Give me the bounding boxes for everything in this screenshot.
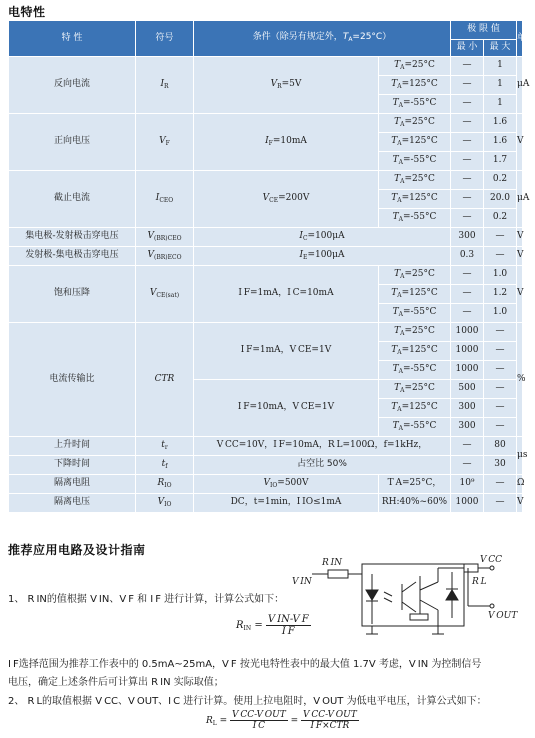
bv-ceo-max: — bbox=[484, 228, 517, 247]
ctr-min: 1000 bbox=[451, 323, 484, 342]
bv-eco-max: — bbox=[484, 247, 517, 266]
ctr-symbol: CTR bbox=[136, 323, 194, 437]
header-limits: 极 限 值 bbox=[451, 21, 517, 40]
saturation-min: — bbox=[451, 266, 484, 285]
ctr-min: 300 bbox=[451, 418, 484, 437]
ctr-max: — bbox=[484, 399, 517, 418]
forward-voltage-condition: $I_F=10mA$ bbox=[194, 114, 379, 171]
ctr-min: 300 bbox=[451, 399, 484, 418]
bv-eco-name: 发射极-集电极击穿电压 bbox=[9, 247, 136, 266]
electrical-characteristics-table bbox=[8, 20, 535, 513]
forward-voltage-min: — bbox=[451, 152, 484, 171]
ctr-max: — bbox=[484, 380, 517, 399]
fall-time-symbol: $t_f$ bbox=[136, 456, 194, 475]
label-rin: R IN bbox=[322, 558, 343, 568]
isolation-resistance-name: 隔离电阻 bbox=[9, 475, 136, 494]
saturation-temp: $T_A=125^\circ C$ bbox=[379, 285, 451, 304]
saturation-max: 1.0 bbox=[484, 304, 517, 323]
header-min: 最 小 bbox=[451, 40, 484, 57]
ctr-min: 1000 bbox=[451, 361, 484, 380]
ctr-condition-1: I F=1mA，V CE=1V bbox=[194, 323, 379, 380]
cutoff-current-temp: $T_A=125^\circ C$ bbox=[379, 190, 451, 209]
label-vcc: V CC bbox=[480, 555, 503, 565]
guide-paragraph-1: 1、 R IN的值根据 V IN、V F 和 I F 进行计算，计算公式如下： bbox=[8, 594, 285, 605]
forward-voltage-max: 1.6 bbox=[484, 133, 517, 152]
bv-ceo-unit: V bbox=[517, 228, 523, 247]
saturation-min: — bbox=[451, 285, 484, 304]
rise-time-min: — bbox=[451, 437, 484, 456]
fall-time-max: 30 bbox=[484, 456, 517, 475]
reverse-current-min: — bbox=[451, 57, 484, 76]
rise-time-condition: V CC=10V，I F=10mA，R L=100Ω，f=1kHz， bbox=[194, 437, 451, 456]
reverse-current-unit: μA bbox=[517, 57, 523, 114]
isolation-resistance-max: — bbox=[484, 475, 517, 494]
bv-eco-unit: V bbox=[517, 247, 523, 266]
ctr-unit: % bbox=[517, 323, 523, 437]
cutoff-current-temp: $T_A=-55^\circ C$ bbox=[379, 209, 451, 228]
forward-voltage-name: 正向电压 bbox=[9, 114, 136, 171]
forward-voltage-min: — bbox=[451, 133, 484, 152]
header-max: 最 大 bbox=[484, 40, 517, 57]
forward-voltage-min: — bbox=[451, 114, 484, 133]
isolation-voltage-condition: DC，t=1min，I IO≤1mA bbox=[194, 494, 379, 513]
cutoff-current-max: 0.2 bbox=[484, 209, 517, 228]
cutoff-current-max: 0.2 bbox=[484, 171, 517, 190]
isolation-resistance-env: T A=25°C， bbox=[379, 475, 451, 494]
switching-unit: μs bbox=[517, 437, 523, 475]
cutoff-current-unit: μA bbox=[517, 171, 523, 228]
isolation-voltage-env: RH:40%~60% bbox=[379, 494, 451, 513]
ctr-temp: $T_A=125^\circ C$ bbox=[379, 399, 451, 418]
forward-voltage-max: 1.7 bbox=[484, 152, 517, 171]
fall-time-min: — bbox=[451, 456, 484, 475]
isolation-voltage-unit: V bbox=[517, 494, 523, 513]
saturation-temp: $T_A=25^\circ C$ bbox=[379, 266, 451, 285]
reverse-current-min: — bbox=[451, 95, 484, 114]
forward-voltage-unit: V bbox=[517, 114, 523, 171]
bv-eco-symbol: $V_{(BR)ECO}$ bbox=[136, 247, 194, 266]
saturation-max: 1.0 bbox=[484, 266, 517, 285]
isolation-voltage-min: 1000 bbox=[451, 494, 484, 513]
isolation-resistance-min: 10⁹ bbox=[451, 475, 484, 494]
saturation-max: 1.2 bbox=[484, 285, 517, 304]
reverse-current-name: 反向电流 bbox=[9, 57, 136, 114]
reverse-current-temp: $T_A=-55^\circ C$ bbox=[379, 95, 451, 114]
section-title-electrical: 电特性 bbox=[8, 5, 46, 19]
rise-time-max: 80 bbox=[484, 437, 517, 456]
header-symbol: 符号 bbox=[136, 21, 194, 57]
ctr-name: 电流传输比 bbox=[9, 323, 136, 437]
reverse-current-max: 1 bbox=[484, 57, 517, 76]
ctr-temp: $T_A=25^\circ C$ bbox=[379, 380, 451, 399]
saturation-temp: $T_A=-55^\circ C$ bbox=[379, 304, 451, 323]
label-vout: V OUT bbox=[488, 611, 518, 621]
forward-voltage-temp: $T_A=-55^\circ C$ bbox=[379, 152, 451, 171]
cutoff-current-min: — bbox=[451, 171, 484, 190]
cutoff-current-temp: $T_A=25^\circ C$ bbox=[379, 171, 451, 190]
ctr-temp: $T_A=-55^\circ C$ bbox=[379, 361, 451, 380]
isolation-voltage-name: 隔离电压 bbox=[9, 494, 136, 513]
ctr-max: — bbox=[484, 361, 517, 380]
saturation-name: 饱和压降 bbox=[9, 266, 136, 323]
header-param: 特 性 bbox=[9, 21, 136, 57]
forward-voltage-temp: $T_A=125^\circ C$ bbox=[379, 133, 451, 152]
rise-time-symbol: $t_r$ bbox=[136, 437, 194, 456]
rise-time-name: 上升时间 bbox=[9, 437, 136, 456]
formula-rl: $R_L$ = $\frac{\text{V CC-V OUT}}{\text{I C}}$ = $\frac{\text{V CC-V OUT}}{\text{I F×CTR}}$ bbox=[206, 710, 357, 731]
isolation-voltage-max: — bbox=[484, 494, 517, 513]
bv-eco-min: 0.3 bbox=[451, 247, 484, 266]
ctr-max: — bbox=[484, 323, 517, 342]
ctr-min: 500 bbox=[451, 380, 484, 399]
bv-ceo-condition: $I_C=100\mu A$ bbox=[194, 228, 451, 247]
application-circuit-diagram bbox=[292, 554, 517, 639]
cutoff-current-condition: $V_{CE}=200V$ bbox=[194, 171, 379, 228]
reverse-current-symbol: $I_R$ bbox=[136, 57, 194, 114]
cutoff-current-max: 20.0 bbox=[484, 190, 517, 209]
cutoff-current-min: — bbox=[451, 190, 484, 209]
header-conditions: 条件（除另有规定外，$T_A=25^\circ C$） bbox=[194, 21, 451, 57]
reverse-current-max: 1 bbox=[484, 76, 517, 95]
forward-voltage-temp: $T_A=25^\circ C$ bbox=[379, 114, 451, 133]
bv-ceo-symbol: $V_{(BR)CEO}$ bbox=[136, 228, 194, 247]
isolation-resistance-symbol: $R_{IO}$ bbox=[136, 475, 194, 494]
bv-ceo-name: 集电极-发射极击穿电压 bbox=[9, 228, 136, 247]
ctr-min: 1000 bbox=[451, 342, 484, 361]
isolation-resistance-condition: $V_{IO}=500V$ bbox=[194, 475, 379, 494]
cutoff-current-symbol: $I_{CEO}$ bbox=[136, 171, 194, 228]
isolation-resistance-unit: Ω bbox=[517, 475, 523, 494]
header-unit: 单位 bbox=[517, 21, 523, 57]
label-rl: R L bbox=[472, 577, 487, 587]
isolation-voltage-symbol: $V_{IO}$ bbox=[136, 494, 194, 513]
formula-rin: $R_{IN}$ = $\frac{\text{V IN-V F}}{\text{I F}}$ bbox=[236, 614, 309, 637]
forward-voltage-symbol: $V_F$ bbox=[136, 114, 194, 171]
fall-time-condition: 占空比 50% bbox=[194, 456, 451, 475]
forward-voltage-max: 1.6 bbox=[484, 114, 517, 133]
bv-ceo-min: 300 bbox=[451, 228, 484, 247]
ctr-temp: $T_A=125^\circ C$ bbox=[379, 342, 451, 361]
cutoff-current-name: 截止电流 bbox=[9, 171, 136, 228]
bv-eco-condition: $I_E=100\mu A$ bbox=[194, 247, 451, 266]
ctr-temp: $T_A=-55^\circ C$ bbox=[379, 418, 451, 437]
saturation-unit: V bbox=[517, 266, 523, 323]
reverse-current-temp: $T_A=25^\circ C$ bbox=[379, 57, 451, 76]
guide-paragraph-3: 电压，确定上述条件后可计算出 R IN 实际取值； bbox=[8, 677, 224, 688]
fall-time-name: 下降时间 bbox=[9, 456, 136, 475]
reverse-current-temp: $T_A=125^\circ C$ bbox=[379, 76, 451, 95]
reverse-current-min: — bbox=[451, 76, 484, 95]
ctr-condition-2: I F=10mA，V CE=1V bbox=[194, 380, 379, 437]
reverse-current-max: 1 bbox=[484, 95, 517, 114]
ctr-max: — bbox=[484, 342, 517, 361]
cutoff-current-min: — bbox=[451, 209, 484, 228]
section-title-application: 推荐应用电路及设计指南 bbox=[8, 543, 146, 557]
reverse-current-condition: $V_R=5V$ bbox=[194, 57, 379, 114]
saturation-condition: I F=1mA，I C=10mA bbox=[194, 266, 379, 323]
saturation-symbol: $V_{CE(sat)}$ bbox=[136, 266, 194, 323]
guide-paragraph-4: 2、 R L的取值根据 V CC、V OUT、I C 进行计算。使用上拉电阻时，V OUT 为低电平电压，计算公式如下： bbox=[8, 696, 487, 707]
label-vin: V IN bbox=[292, 577, 312, 587]
ctr-temp: $T_A=25^\circ C$ bbox=[379, 323, 451, 342]
ctr-max: — bbox=[484, 418, 517, 437]
guide-paragraph-2: I F选择范围为推荐工作表中的 0.5mA~25mA，V F 按光电特性表中的最大值 1.7V 考虑，V IN 为控制信号 bbox=[8, 659, 482, 670]
saturation-min: — bbox=[451, 304, 484, 323]
